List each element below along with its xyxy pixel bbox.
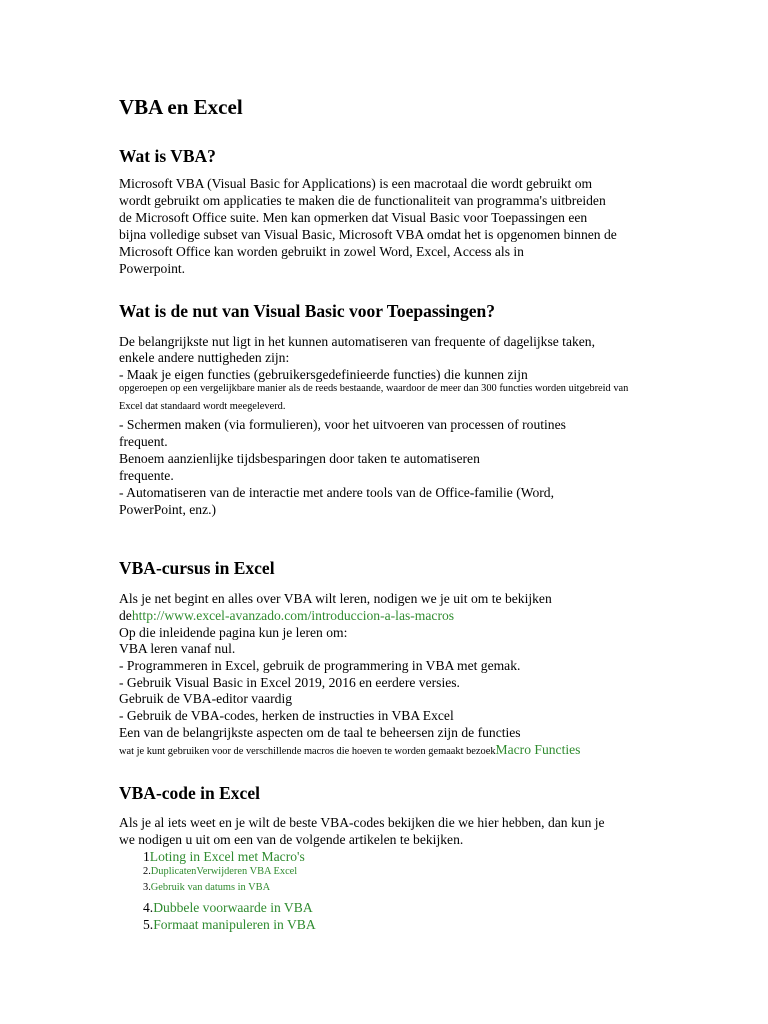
- paragraph-line: - Programmeren in Excel, gebruik de programmering in VBA met gemak.: [119, 658, 521, 673]
- list-item: [143, 880, 270, 896]
- paragraph-line: De belangrijkste nut ligt in het kunnen automatiseren van frequente of dagelijkse taken,: [119, 334, 596, 349]
- list-item: [143, 848, 305, 865]
- small-text: wat je kunt gebruiken voor de verschillende macros die hoeven te worden gemaakt bezoek: [119, 746, 496, 757]
- paragraph-line: frequent.: [119, 434, 168, 449]
- list-number: 4.: [143, 900, 154, 915]
- paragraph-line: Gebruik de VBA-editor vaardig: [119, 691, 293, 706]
- paragraph-line: - Maak je eigen functies (gebruikersgedefinieerde functies) die kunnen zijn: [119, 367, 528, 382]
- paragraph-line: VBA leren vanaf nul.: [119, 641, 236, 656]
- paragraph-line: frequente.: [119, 468, 174, 483]
- link-prefix: de: [119, 608, 132, 623]
- paragraph-line: Op die inleidende pagina kun je leren om:: [119, 625, 348, 640]
- article-link-dubbele-voorwaarde[interactable]: Dubbele voorwaarde in VBA: [153, 900, 313, 915]
- excel-avanzado-link[interactable]: http://www.excel-avanzado.com/introduccion-a-las-macros: [131, 608, 455, 623]
- paragraph-line: we nodigen u uit om een van de volgende artikelen te bekijken.: [119, 832, 464, 847]
- paragraph-line: Een van de belangrijkste aspecten om de taal te beheersen zijn de functies: [119, 725, 521, 740]
- paragraph-line: - Gebruik Visual Basic in Excel 2019, 2016 en eerdere versies.: [119, 675, 460, 690]
- list-number: 1: [143, 849, 150, 864]
- article-link-datums[interactable]: Gebruik van datums in VBA: [150, 882, 271, 893]
- paragraph-line-small: Excel dat standaard wordt meegeleverd.: [119, 401, 286, 412]
- paragraph-line: - Schermen maken (via formulieren), voor het uitvoeren van processen of routines: [119, 417, 566, 432]
- paragraph-line: - Automatiseren van de interactie met andere tools van de Office-familie (Word,: [119, 485, 554, 500]
- paragraph-line: - Gebruik de VBA-codes, herken de instructies in VBA Excel: [119, 708, 454, 723]
- heading-vba-code: VBA-code in Excel: [119, 783, 260, 803]
- article-link-loting[interactable]: Loting in Excel met Macro's: [149, 849, 305, 864]
- list-number: 3.: [143, 882, 151, 893]
- list-number: 2.: [143, 866, 151, 877]
- paragraph-line: wordt gebruikt om applicaties te maken die de functionaliteit van programma's uitbreiden: [119, 193, 606, 208]
- paragraph-line: Microsoft VBA (Visual Basic for Applications) is een macrotaal die wordt gebruikt om: [119, 176, 593, 191]
- paragraph-line: PowerPoint, enz.): [119, 502, 217, 517]
- paragraph-line: Als je net begint en alles over VBA wilt leren, nodigen we je uit om te bekijken: [119, 591, 552, 606]
- paragraph-line-with-link: [119, 607, 454, 624]
- list-item: [143, 916, 316, 933]
- paragraph-line-with-link: [119, 741, 580, 760]
- paragraph-line: Benoem aanzienlijke tijdsbesparingen door taken te automatiseren: [119, 451, 480, 466]
- paragraph-line: de Microsoft Office suite. Men kan opmerken dat Visual Basic voor Toepassingen een: [119, 210, 588, 225]
- list-number: 5.: [143, 917, 154, 932]
- article-link-duplicaten[interactable]: DuplicatenVerwijderen VBA Excel: [150, 866, 298, 877]
- paragraph-line: enkele andere nuttigheden zijn:: [119, 350, 290, 365]
- heading-vba-cursus: VBA-cursus in Excel: [119, 558, 275, 578]
- paragraph-line: bijna volledige subset van Visual Basic, Microsoft VBA omdat het is opgenomen binnen de: [119, 227, 617, 242]
- paragraph-line: Microsoft Office kan worden gebruikt in zowel Word, Excel, Access als in: [119, 244, 524, 259]
- macro-functies-link[interactable]: Macro Functies: [495, 742, 581, 757]
- list-item: [143, 899, 313, 916]
- list-item: [143, 864, 297, 880]
- article-link-formaat[interactable]: Formaat manipuleren in VBA: [153, 917, 316, 932]
- paragraph-line: Als je al iets weet en je wilt de beste VBA-codes bekijken die we hier hebben, dan kun je: [119, 815, 605, 830]
- page-title: VBA en Excel: [119, 95, 243, 119]
- paragraph-line-small: opgeroepen op een vergelijkbare manier als de reeds bestaande, waardoor de meer dan 300 functies worden uitgebreid van: [119, 383, 629, 394]
- heading-nut-vba: Wat is de nut van Visual Basic voor Toepassingen?: [119, 301, 496, 321]
- heading-wat-is-vba: Wat is VBA?: [119, 146, 216, 166]
- paragraph-line: Powerpoint.: [119, 261, 186, 276]
